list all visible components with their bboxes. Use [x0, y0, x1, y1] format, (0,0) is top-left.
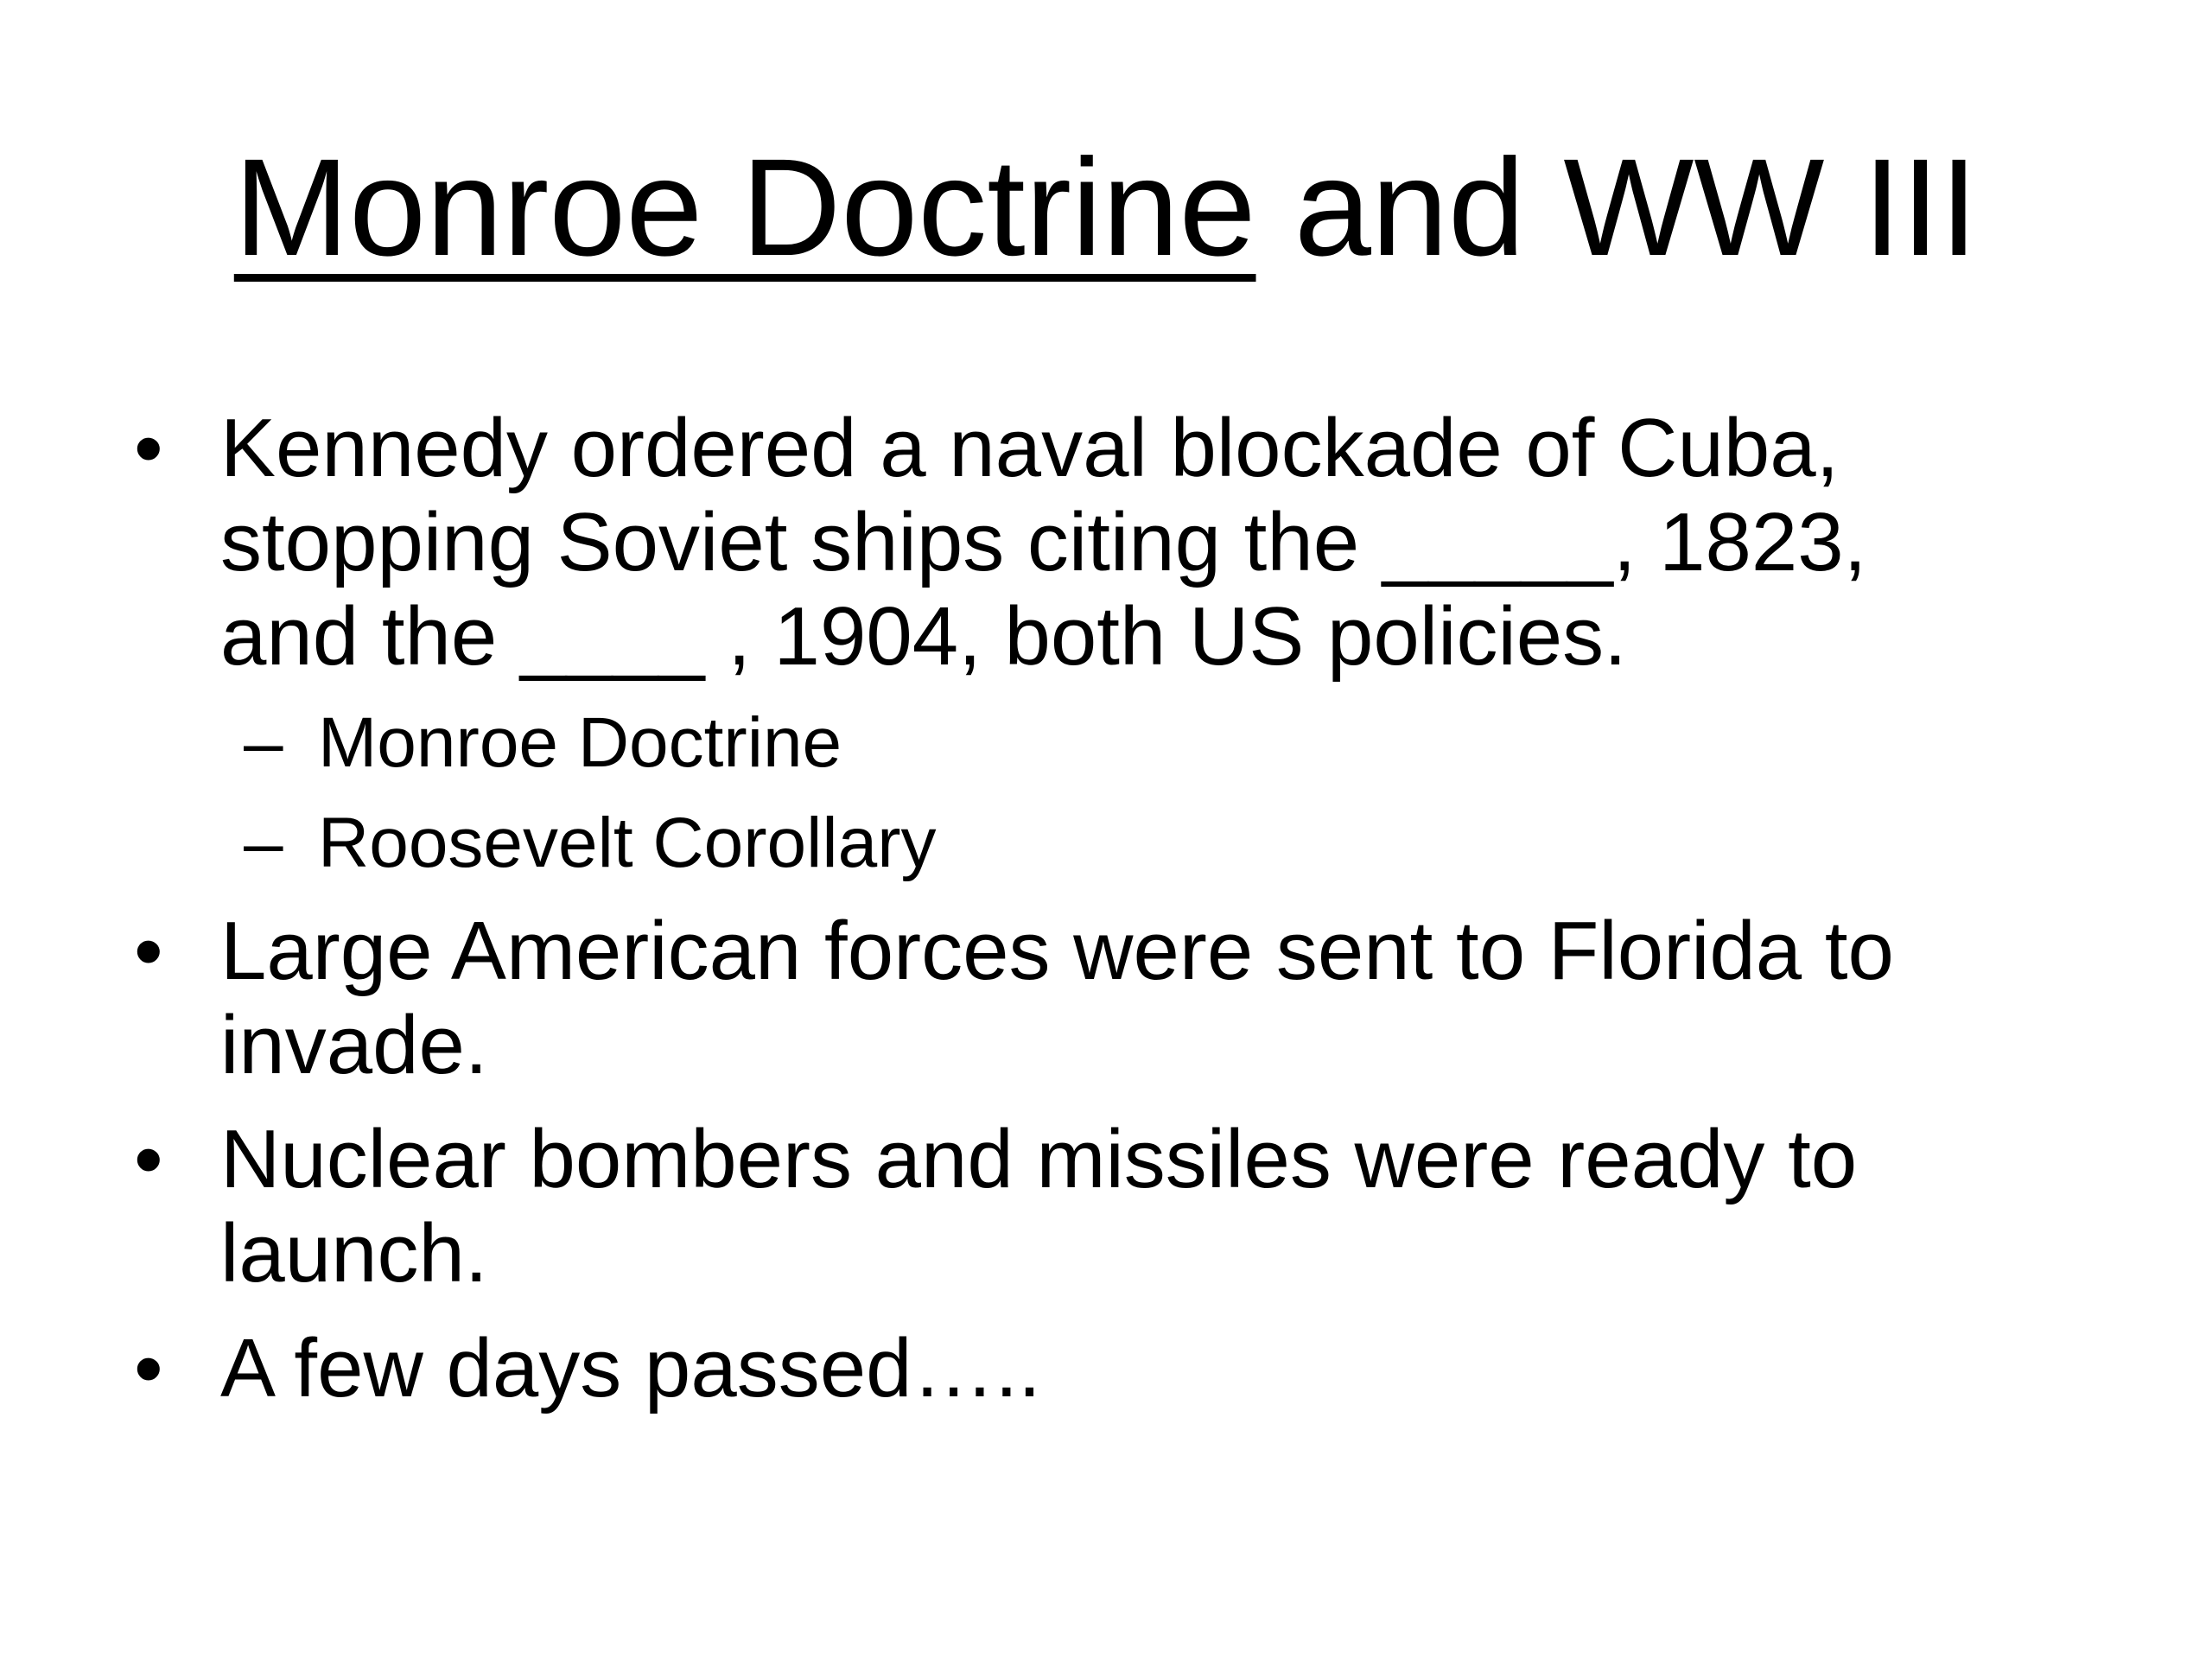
bullet-1-line-1: Kennedy ordered a naval blockade of Cuba, — [220, 402, 1840, 494]
sub-bullet-monroe-doctrine: Monroe Doctrine — [318, 703, 842, 782]
bullet-4-line-1: A few days passed….. — [220, 1322, 1041, 1414]
slide-title — [0, 130, 2212, 285]
bullet-symbol: • — [134, 1113, 163, 1205]
title-underlined-part: Monroe Doctrine — [233, 130, 1256, 284]
bullet-2-line-2: invade. — [220, 999, 488, 1091]
bullet-3-line-1: Nuclear bombers and missiles were ready to — [220, 1113, 1858, 1205]
bullet-3-line-2: launch. — [220, 1207, 488, 1300]
sub-bullet-roosevelt-corollary: Roosevelt Corollary — [318, 804, 937, 882]
bullet-symbol: • — [134, 1322, 163, 1414]
sub-bullet-symbol: – — [244, 703, 283, 782]
bullet-1-line-2: stopping Soviet ships citing the _____, 1823, — [220, 496, 1867, 588]
sub-bullet-symbol: – — [244, 804, 283, 882]
bullet-2-line-1: Large American forces were sent to Florida to — [220, 905, 1894, 997]
bullet-symbol: • — [134, 402, 163, 494]
bullet-symbol: • — [134, 905, 163, 997]
title-rest: and WW III — [1255, 130, 1979, 284]
bullet-1-line-3: and the ____ , 1904, both US policies. — [220, 590, 1627, 683]
